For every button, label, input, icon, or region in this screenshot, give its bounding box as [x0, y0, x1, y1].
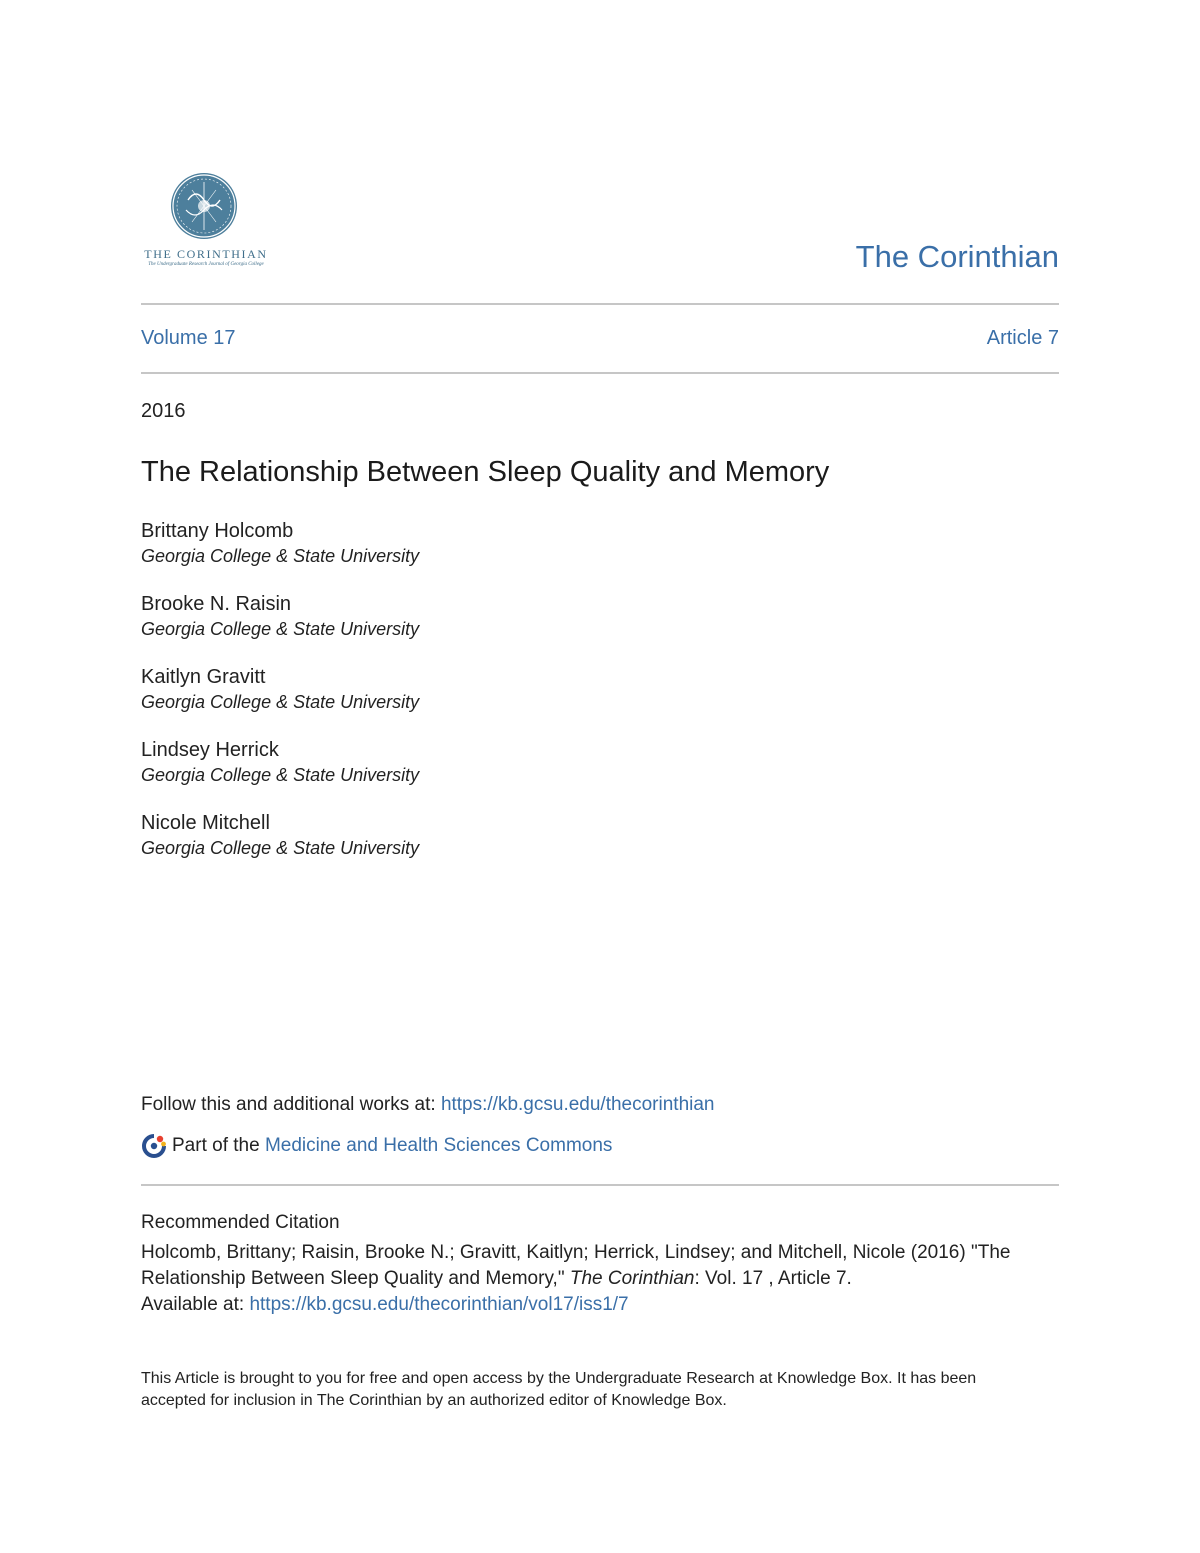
part-of-line — [141, 1133, 612, 1159]
author-affiliation: Georgia College & State University — [141, 838, 420, 858]
citation-text: Holcomb, Brittany; Raisin, Brooke N.; Gravitt, Kaitlyn; Herrick, Lindsey; and Mitchell, Nicole (2016) "The Relationship Between Sleep Quality and Memory," — [141, 1242, 1011, 1289]
footer-divider — [141, 1184, 1059, 1186]
follow-line — [141, 1094, 715, 1116]
author-name: Kaitlyn Gravitt — [141, 666, 266, 688]
part-of-label: Part of the — [172, 1135, 265, 1156]
citation-journal: The Corinthian — [569, 1268, 695, 1289]
article-title: The Relationship Between Sleep Quality and Memory — [141, 456, 830, 488]
author-affiliation: Georgia College & State University — [141, 619, 420, 639]
author-entry — [141, 518, 841, 591]
author-entry — [141, 591, 841, 664]
follow-label: Follow this and additional works at: — [141, 1094, 441, 1115]
citation-body — [141, 1240, 1041, 1318]
author-entry — [141, 664, 841, 737]
author-name: Brittany Holcomb — [141, 520, 294, 542]
article-link[interactable]: Article 7 — [986, 327, 1059, 349]
citation-heading: Recommended Citation — [141, 1212, 340, 1233]
citation-url-link[interactable]: https://kb.gcsu.edu/thecorinthian/vol17/iss1/7 — [249, 1294, 629, 1315]
author-name: Nicole Mitchell — [141, 812, 270, 834]
journal-title-link[interactable]: The Corinthian — [855, 239, 1059, 274]
author-name: Brooke N. Raisin — [141, 593, 292, 615]
citation-volume: : Vol. 17 , Article 7. — [694, 1268, 852, 1289]
journal-logo — [140, 170, 270, 270]
logo-tagline: The Undergraduate Research Journal of Georgia College — [148, 262, 264, 267]
author-name: Lindsey Herrick — [141, 739, 279, 761]
follow-url-link[interactable]: https://kb.gcsu.edu/thecorinthian — [440, 1094, 715, 1115]
access-statement: This Article is brought to you for free and open access by the Undergraduate Research at Knowledge Box. It has been accepted for inclusion in The Corinthian by an authorized editor of Knowledge Box. — [141, 1370, 977, 1409]
commons-link[interactable]: Medicine and Health Sciences Commons — [264, 1135, 613, 1156]
author-affiliation: Georgia College & State University — [141, 546, 420, 566]
corinthian-seal-icon — [140, 170, 270, 246]
author-entry — [141, 810, 841, 883]
available-label: Available at: — [141, 1294, 250, 1315]
publication-year: 2016 — [141, 400, 186, 422]
bepress-commons-icon — [141, 1133, 167, 1159]
author-affiliation: Georgia College & State University — [141, 765, 420, 785]
author-affiliation: Georgia College & State University — [141, 692, 420, 712]
header-divider — [141, 303, 1059, 305]
author-list — [141, 518, 841, 883]
volume-link[interactable]: Volume 17 — [141, 327, 236, 349]
logo-wordmark: THE CORINTHIAN — [144, 247, 268, 261]
volume-divider — [141, 372, 1059, 374]
author-entry — [141, 737, 841, 810]
